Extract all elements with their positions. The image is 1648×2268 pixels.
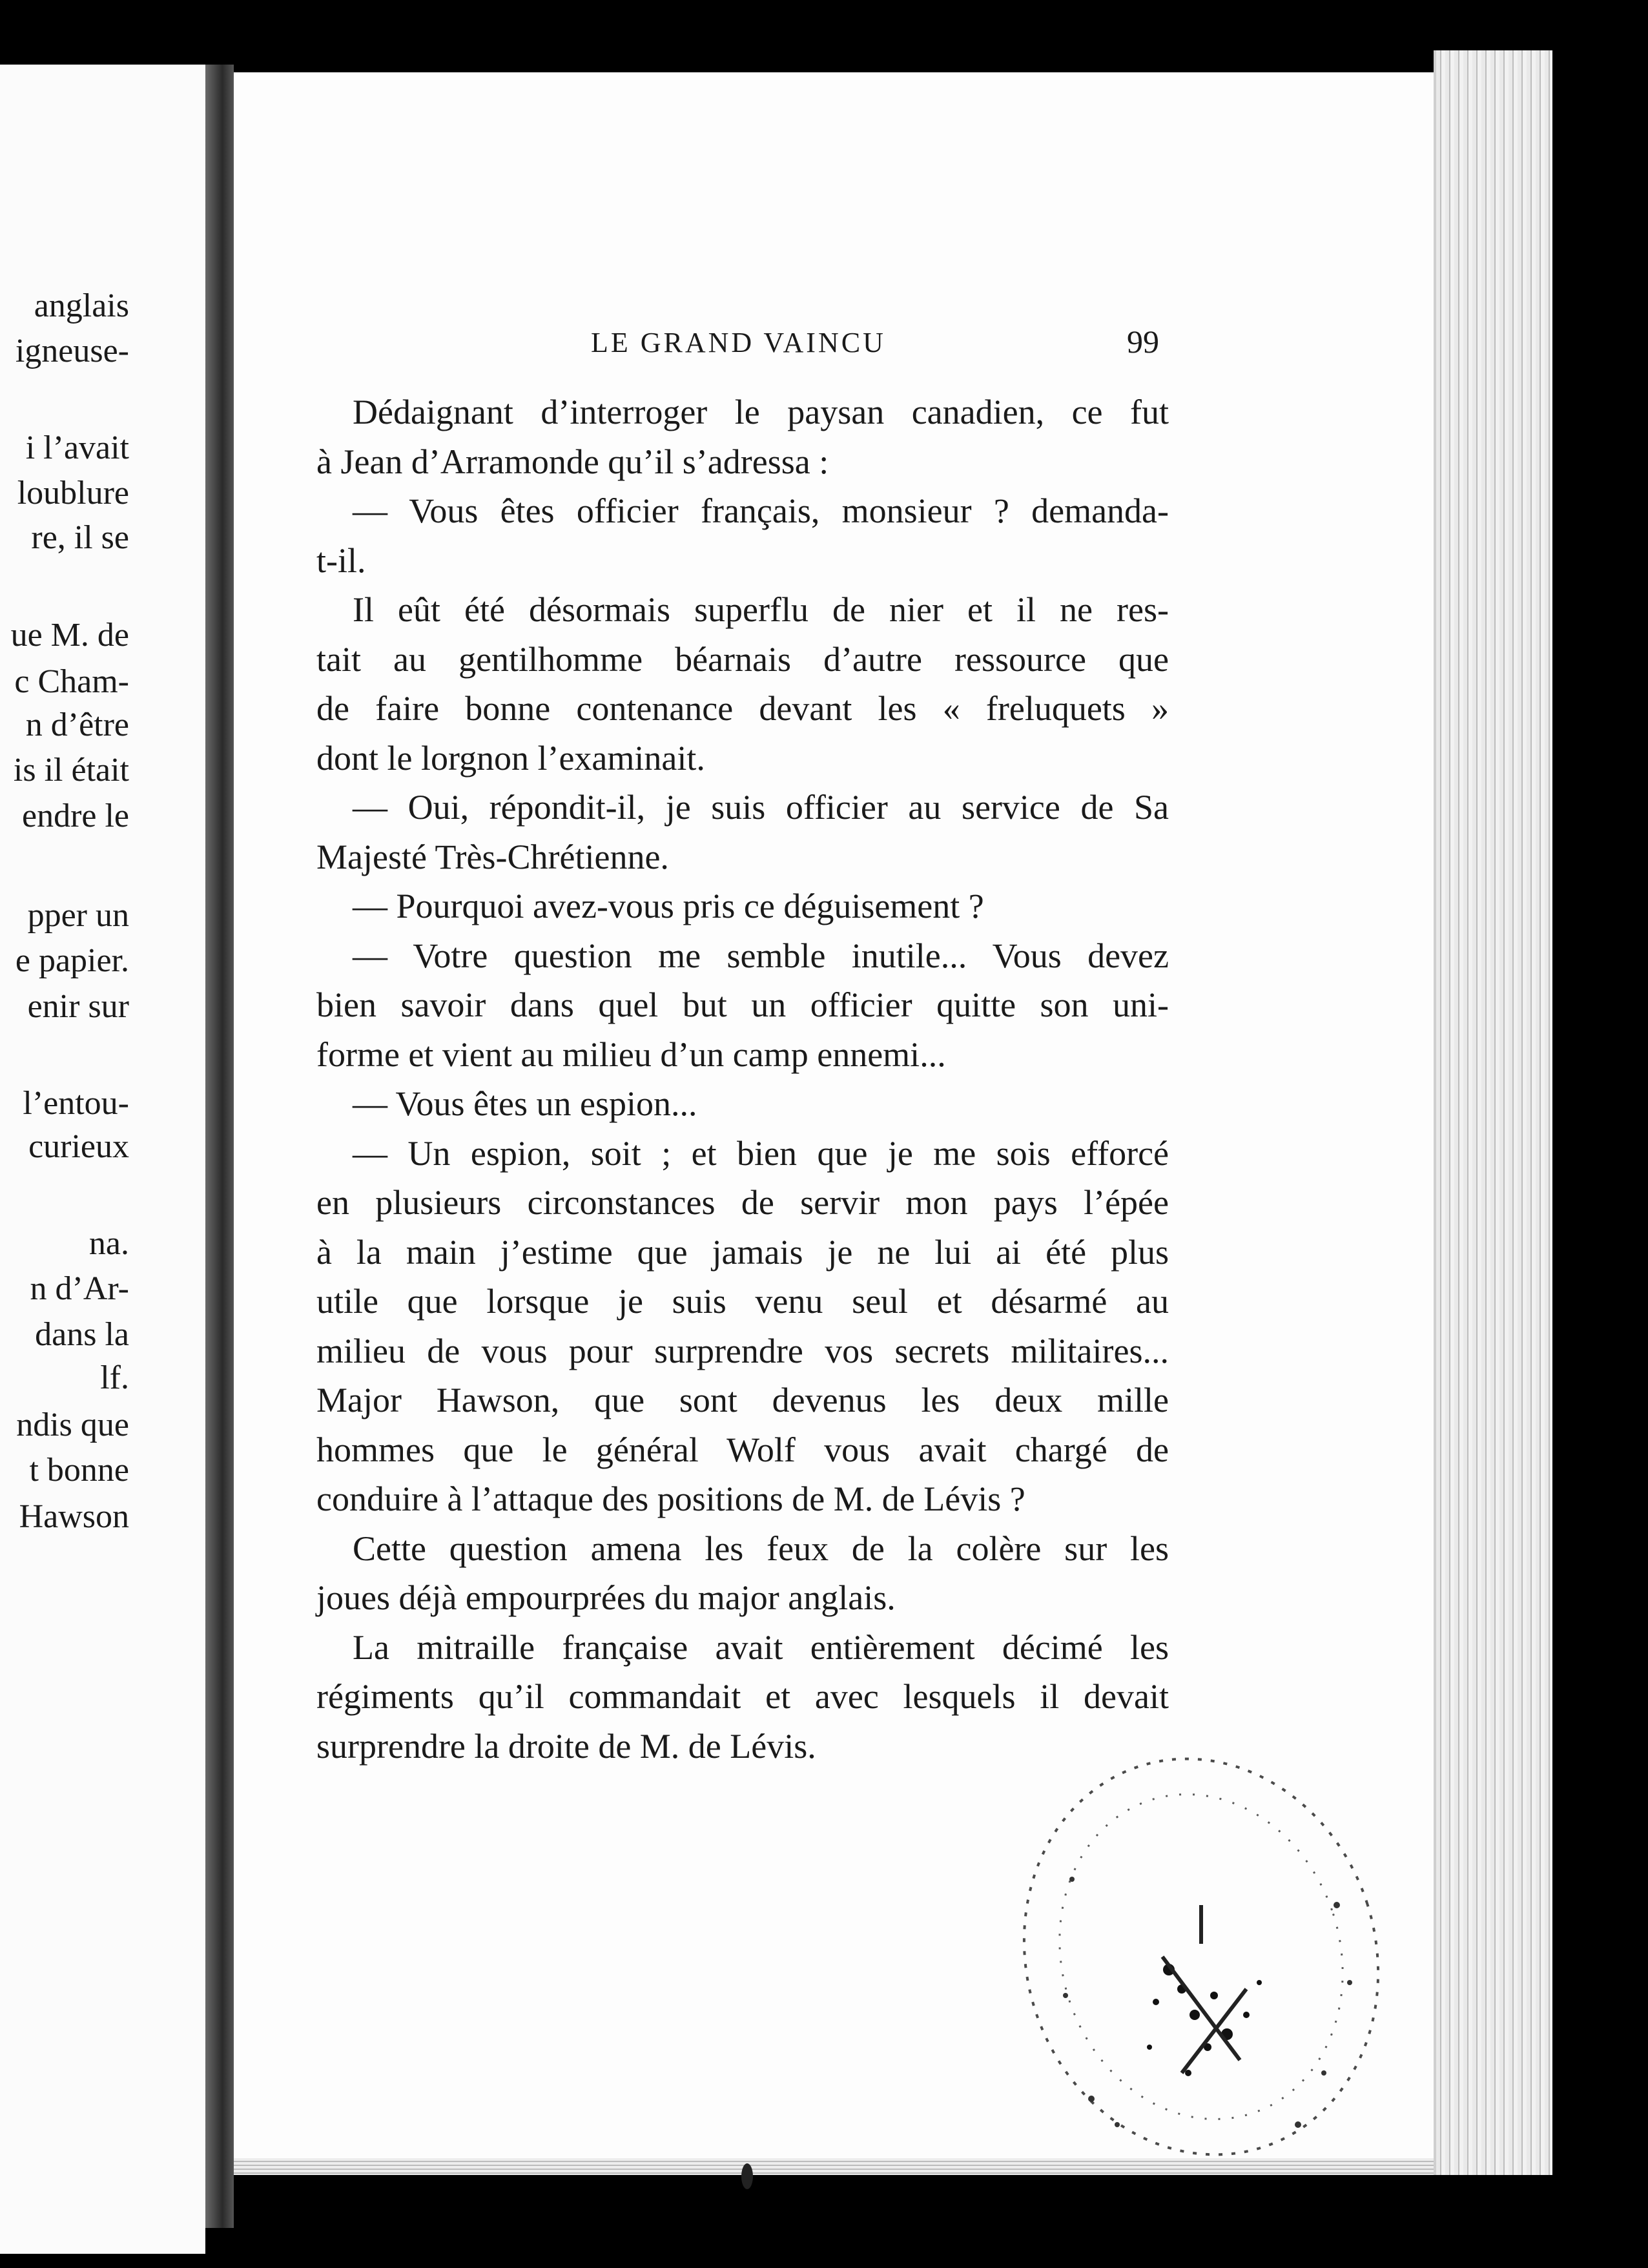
body-line: Major Hawson, que sont devenus les deux mille [316,1381,1169,1419]
previous-page-line: pper un [27,897,129,934]
previous-page-line: e papier. [15,942,129,979]
previous-page-line: igneuse- [15,333,129,369]
previous-page-line: n d’Ar- [30,1270,129,1307]
previous-page-line: Hawson [19,1498,129,1535]
previous-page-line: t bonne [29,1452,129,1489]
previous-page-line: curieux [28,1128,129,1165]
body-line: joues déjà empourprées du major anglais. [316,1578,896,1617]
body-line: en plusieurs circonstances de servir mon pays l’épée [316,1183,1169,1222]
previous-page-line: n d’être [25,706,129,743]
previous-page-line: c Cham- [14,663,129,700]
previous-page-line: ndis que [16,1407,129,1443]
body-text [316,387,1169,1771]
body-line: Cette question amena les feux de la colère sur les [353,1529,1169,1568]
body-line: hommes que le général Wolf vous avait chargé de [316,1430,1169,1469]
running-head: LE GRAND VAINCU [591,327,886,358]
body-line: conduire à l’attaque des positions de M. de Lévis ? [316,1479,1025,1518]
body-line: à Jean d’Arramonde qu’il s’adressa : [316,442,829,481]
body-line: — Vous êtes officier français, monsieur ? demanda- [353,491,1169,530]
previous-page-line: re, il se [31,519,129,556]
body-line: utile que lorsque je suis venu seul et désarmé au [316,1282,1169,1321]
body-line: La mitraille française avait entièrement décimé les [353,1627,1169,1667]
body-line: t-il. [316,541,366,580]
body-line: — Oui, répondit-il, je suis officier au service de Sa [353,788,1169,827]
body-line: régiments qu’il commandait et avec lesquels il devait [316,1677,1169,1716]
book-gutter [205,65,234,2228]
page-number: 99 [1127,324,1159,360]
body-line: à la main j’estime que jamais je ne lui ai été plus [316,1232,1169,1272]
previous-page-line: na. [88,1225,129,1262]
page-edges [1434,50,1552,2175]
body-line: tait au gentilhomme béarnais d’autre ressource que [316,639,1169,679]
previous-page-line: enir sur [27,988,129,1025]
previous-page-line: lf. [100,1359,129,1396]
body-line: — Un espion, soit ; et bien que je me sois efforcé [353,1133,1169,1173]
previous-page-line: ue M. de [10,617,129,654]
previous-page-line: i l’avait [25,429,129,466]
previous-page-line: dans la [35,1316,129,1353]
body-line: — Vous êtes un espion... [353,1084,697,1123]
body-line: bien savoir dans quel but un officier quitte son uni- [316,985,1169,1024]
previous-page [0,65,205,2254]
library-stamp [988,1711,1440,2163]
previous-page-line: loublure [17,475,129,511]
body-line: — Pourquoi avez-vous pris ce déguisement ? [353,887,984,925]
body-line: forme et vient au milieu d’un camp ennemi... [316,1035,946,1074]
previous-page-line: is il était [13,752,129,789]
body-line: — Votre question me semble inutile... Vous devez [353,936,1169,975]
body-line: Majesté Très-Chrétienne. [316,837,669,876]
body-line: surprendre la droite de M. de Lévis. [316,1726,816,1766]
previous-page-line: endre le [21,798,129,834]
previous-page-line: anglais [34,287,129,324]
previous-page-line: l’entou- [23,1085,129,1122]
body-line: Il eût été désormais superflu de nier et il ne res- [353,590,1169,629]
body-line: Dédaignant d’interroger le paysan canadien, ce fut [353,393,1169,431]
body-line: dont le lorgnon l’examinait. [316,738,705,778]
scan-speck [741,2163,753,2189]
body-line: milieu de vous pour surprendre vos secrets militaires... [316,1331,1169,1370]
body-line: de faire bonne contenance devant les « freluquets » [316,689,1169,728]
